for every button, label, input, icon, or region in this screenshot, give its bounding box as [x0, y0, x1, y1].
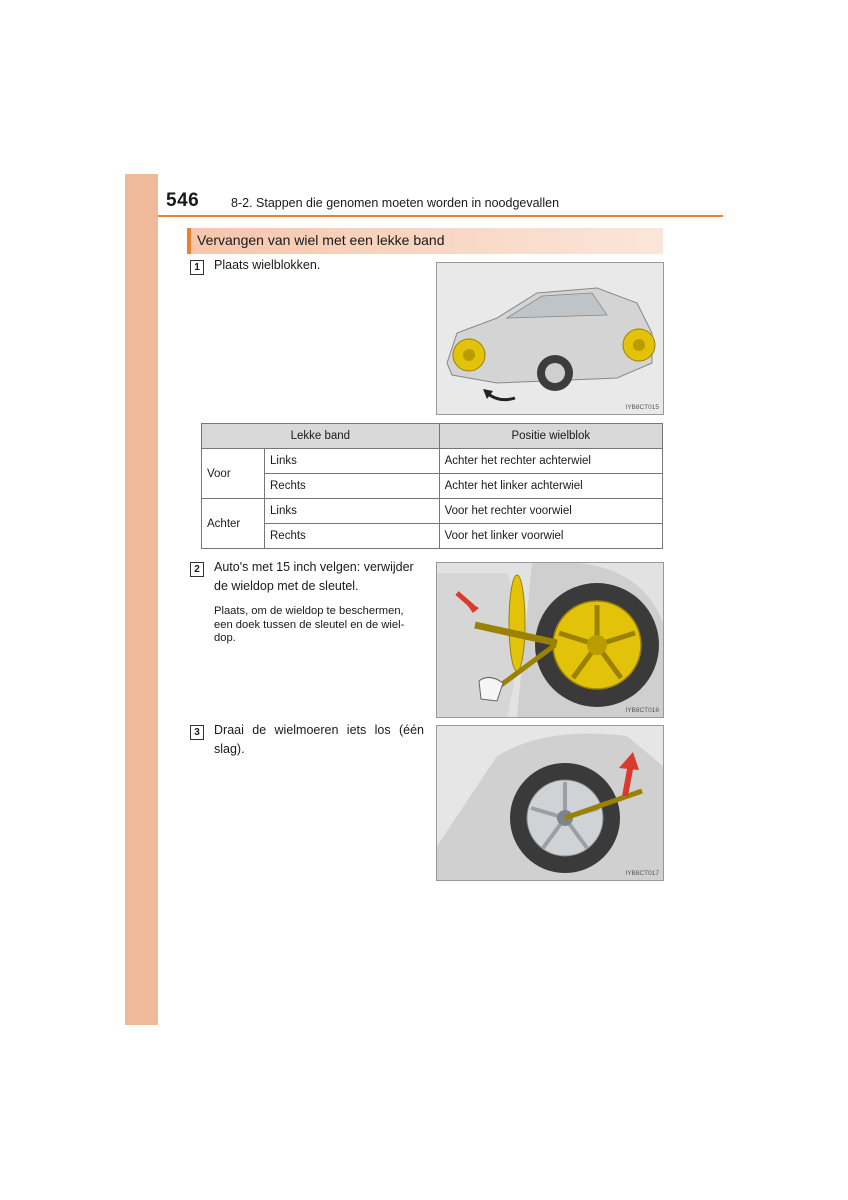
- step-2-note-line: een doek tussen de sleutel en de wiel-: [214, 618, 405, 631]
- step-2-badge: 2: [190, 562, 204, 577]
- step-2-text-line2: de wieldop met de sleutel.: [214, 579, 359, 593]
- table-row: [202, 499, 663, 524]
- page-number: 546: [166, 190, 200, 211]
- step-3-text-line2: slag).: [214, 742, 245, 756]
- sidebar-band: [125, 174, 158, 1025]
- loosen-nuts-illustration: [437, 726, 663, 880]
- table-cell: Achter het linker achterwiel: [439, 474, 662, 499]
- table-group-label: Achter: [202, 499, 265, 549]
- table-header-row: [202, 424, 663, 449]
- figure-wheel-chocks: [436, 262, 664, 415]
- step-2-text-line1: Auto's met 15 inch velgen: verwijder: [214, 560, 414, 574]
- car-with-chocks-illustration: [437, 263, 663, 414]
- table-cell: Links: [265, 449, 440, 474]
- figure-code: IYB8CT015: [625, 404, 659, 411]
- figure-code: IYB8CT016: [625, 707, 659, 714]
- chapter-title: 8-2. Stappen die genomen moeten worden in noodgevallen: [231, 196, 560, 210]
- table-cell: Rechts: [265, 474, 440, 499]
- step-1-badge: 1: [190, 260, 204, 275]
- figure-remove-wheel-cap: [436, 562, 664, 718]
- step-2-note-line: Plaats, om de wieldop te beschermen,: [214, 605, 404, 617]
- step-1-text: Plaats wielblokken.: [214, 258, 321, 272]
- table-cell: Rechts: [265, 524, 440, 549]
- figure-loosen-wheel-nuts: [436, 725, 664, 881]
- section-heading-text: Vervangen van wiel met een lekke band: [197, 232, 445, 248]
- section-heading: [187, 228, 663, 254]
- step-2-note: [214, 605, 424, 646]
- table-group-label: Voor: [202, 449, 265, 499]
- figure-code: IYB8CT017: [625, 870, 659, 877]
- table-row: [202, 474, 663, 499]
- table-cell: Voor het linker voorwiel: [439, 524, 662, 549]
- section-heading-accent: [187, 228, 191, 254]
- step-3-text-line1: Draai de wielmoeren iets los (één: [214, 723, 424, 737]
- header-rule: [158, 215, 723, 217]
- step-2-note-line: dop.: [214, 632, 236, 644]
- table-row: [202, 524, 663, 549]
- table-header-cell: Lekke band: [202, 424, 440, 449]
- table-cell: Voor het rechter voorwiel: [439, 499, 662, 524]
- table-row: [202, 449, 663, 474]
- table-cell: Achter het rechter achterwiel: [439, 449, 662, 474]
- table-cell: Links: [265, 499, 440, 524]
- table-header-cell: Positie wielblok: [439, 424, 662, 449]
- wheel-chock-table: [201, 423, 663, 549]
- step-3-badge: 3: [190, 725, 204, 740]
- wheel-cap-removal-illustration: [437, 563, 663, 717]
